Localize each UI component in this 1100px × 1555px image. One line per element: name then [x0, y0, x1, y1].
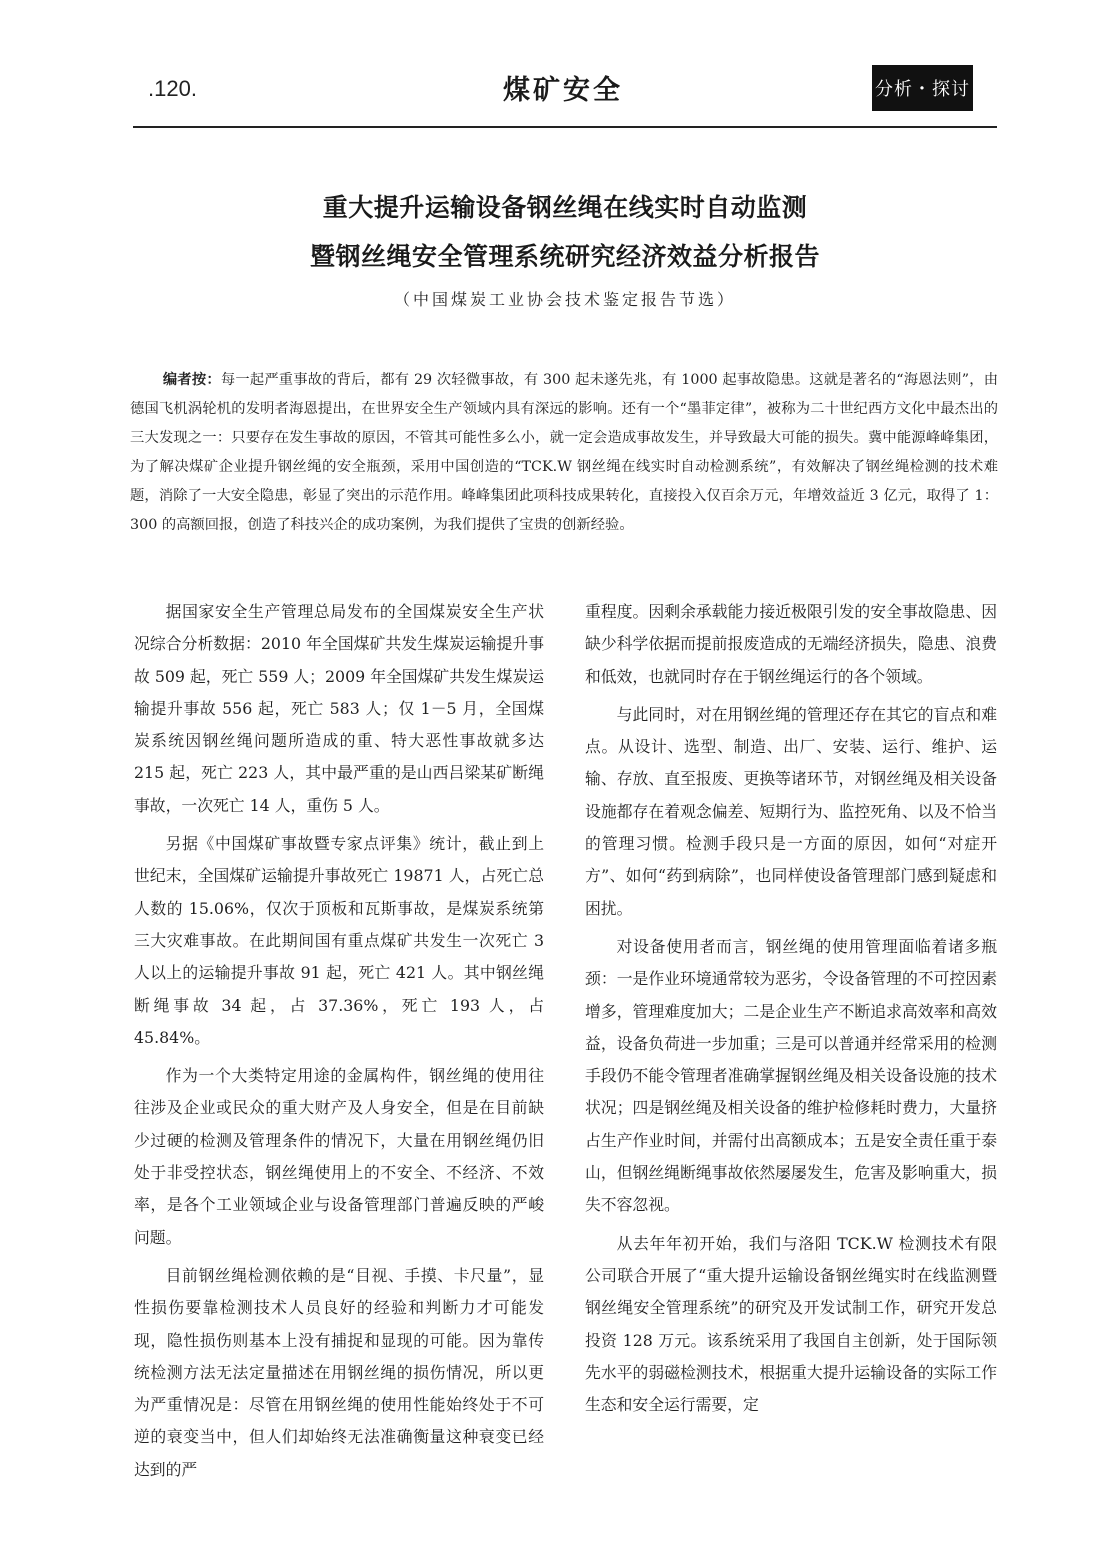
editor-note-text: 每一起严重事故的背后，都有 29 次轻微事故，有 300 起未遂先兆，有 1000 起事故隐患。这就是著名的“海恩法则”，由德国飞机涡轮机的发明者海恩提出，在世界安全生产领域内具有深远的影响。还有一个“墨菲定律”，被称为二十世纪西方文化中最杰出的三大发现之一：只要存在发生事故的原因，不管其可能性多么小，就一定会造成事故发生，并导致最大可能的损失。冀中能源峰峰集团，为了解决煤矿企业提升钢丝绳的安全瓶颈，采用中国创造的“TCK.W 钢丝绳在线实时自动检测系统”，有效解决了钢丝绳检测的技术难题，消除了一大安全隐患，彰显了突出的示范作用。峰峰集团此项科技成果转化，直接投入仅百余万元，年增效益近 3 亿元，取得了 1：300 的高额回报，创造了科技兴企的成功案例，为我们提供了宝贵的创新经验。: [130, 372, 999, 533]
paragraph: 对设备使用者而言，钢丝绳的使用管理面临着诸多瓶颈：一是作业环境通常较为恶劣，令设备管理的不可控因素增多，管理难度加大；二是企业生产不断追求高效率和高效益，设备负荷进一步加重；三是可以普通并经常采用的检测手段仍不能令管理者准确掌握钢丝绳及相关设备设施的技术状况；四是钢丝绳及相关设备的维护检修耗时费力，大量挤占生产作业时间，并需付出高额成本；五是安全责任重于泰山，但钢丝绳断绳事故依然屡屡发生，危害及影响重大，损失不容忽视。: [585, 936, 997, 1215]
journal-title: 煤矿安全: [503, 75, 623, 106]
paragraph: 目前钢丝绳检测依赖的是“目视、手摸、卡尺量”，显性损伤要靠检测技术人员良好的经验和判断力才可能发现，隐性损伤则基本上没有捕捉和显现的可能。因为靠传统检测方法无法定量描述在用钢丝绳的损伤情况，所以更为严重情况是：尽管在用钢丝绳的使用性能始终处于不可逆的衰变当中，但人们却始终无法准确衡量这种衰变已经达到的严: [134, 1265, 544, 1479]
paragraph: 另据《中国煤矿事故暨专家点评集》统计，截止到上世纪末，全国煤矿运输提升事故死亡 19871 人，占死亡总人数的 15.06%，仅次于顶板和瓦斯事故，是煤炭系统第三大灾难事故。在此期间国有重点煤矿共发生一次死亡 3 人以上的运输提升事故 91 起，死亡 421 人。其中钢丝绳断绳事故 34 起，占 37.36%，死亡 193 人，占 45.84%。: [134, 834, 544, 1047]
section-badge: 分析・探讨: [872, 65, 973, 111]
paragraph: 作为一个大类特定用途的金属构件，钢丝绳的使用往往涉及企业或民众的重大财产及人身安全，但是在目前缺少过硬的检测及管理条件的情况下，大量在用钢丝绳仍旧处于非受控状态，钢丝绳使用上的不安全、不经济、不效率，是各个工业领域企业与设备管理部门普遍反映的严峻问题。: [134, 1066, 544, 1247]
article-title-line-2: 暨钢丝绳安全管理系统研究经济效益分析报告: [309, 242, 820, 271]
paragraph: 据国家安全生产管理总局发布的全国煤炭安全生产状况综合分析数据：2010 年全国煤矿共发生煤炭运输提升事故 509 起，死亡 559 人；2009 年全国煤矿共发生煤炭运输提升事故 556 起，死亡 583 人；仅 1－5 月，全国煤炭系统因钢丝绳问题所造成的重、特大恶性事故就多达 215 起，死亡 223 人，其中最严重的是山西吕梁某矿断绳事故，一次死亡 14 人，重伤 5 人。: [134, 602, 544, 815]
editor-note-label: 编者按：: [162, 372, 221, 388]
article-title-line-1: 重大提升运输设备钢丝绳在线实时自动监测: [322, 193, 808, 222]
body-column-right: [585, 596, 997, 1427]
header-rule: [133, 126, 997, 128]
editor-note: [130, 366, 998, 540]
paragraph-continuation: 重程度。因剩余承载能力接近极限引发的安全事故隐患、因缺少科学依据而提前报废造成的无端经济损失，隐患、浪费和低效，也就同时存在于钢丝绳运行的各个领域。: [585, 602, 997, 686]
body-column-left: [134, 596, 544, 1492]
page-number: .120.: [148, 76, 197, 101]
paragraph: 从去年年初开始，我们与洛阳 TCK.W 检测技术有限公司联合开展了“重大提升运输设备钢丝绳实时在线监测暨钢丝绳安全管理系统”的研究及开发试制工作，研究开发总投资 128 万元。该系统采用了我国自主创新，处于国际领先水平的弱磁检测技术，根据重大提升运输设备的实际工作生态和安全运行需要，定: [585, 1233, 997, 1415]
article-source: （中国煤炭工业协会技术鉴定报告节选）: [393, 290, 736, 309]
paragraph: 与此同时，对在用钢丝绳的管理还存在其它的盲点和难点。从设计、选型、制造、出厂、安装、运行、维护、运输、存放、直至报废、更换等诸环节，对钢丝绳及相关设备设施都存在着观念偏差、短期行为、监控死角、以及不恰当的管理习惯。检测手段只是一方面的原因，如何“对症开方”、如何“药到病除”，也同样使设备管理部门感到疑虑和困扰。: [585, 704, 997, 918]
